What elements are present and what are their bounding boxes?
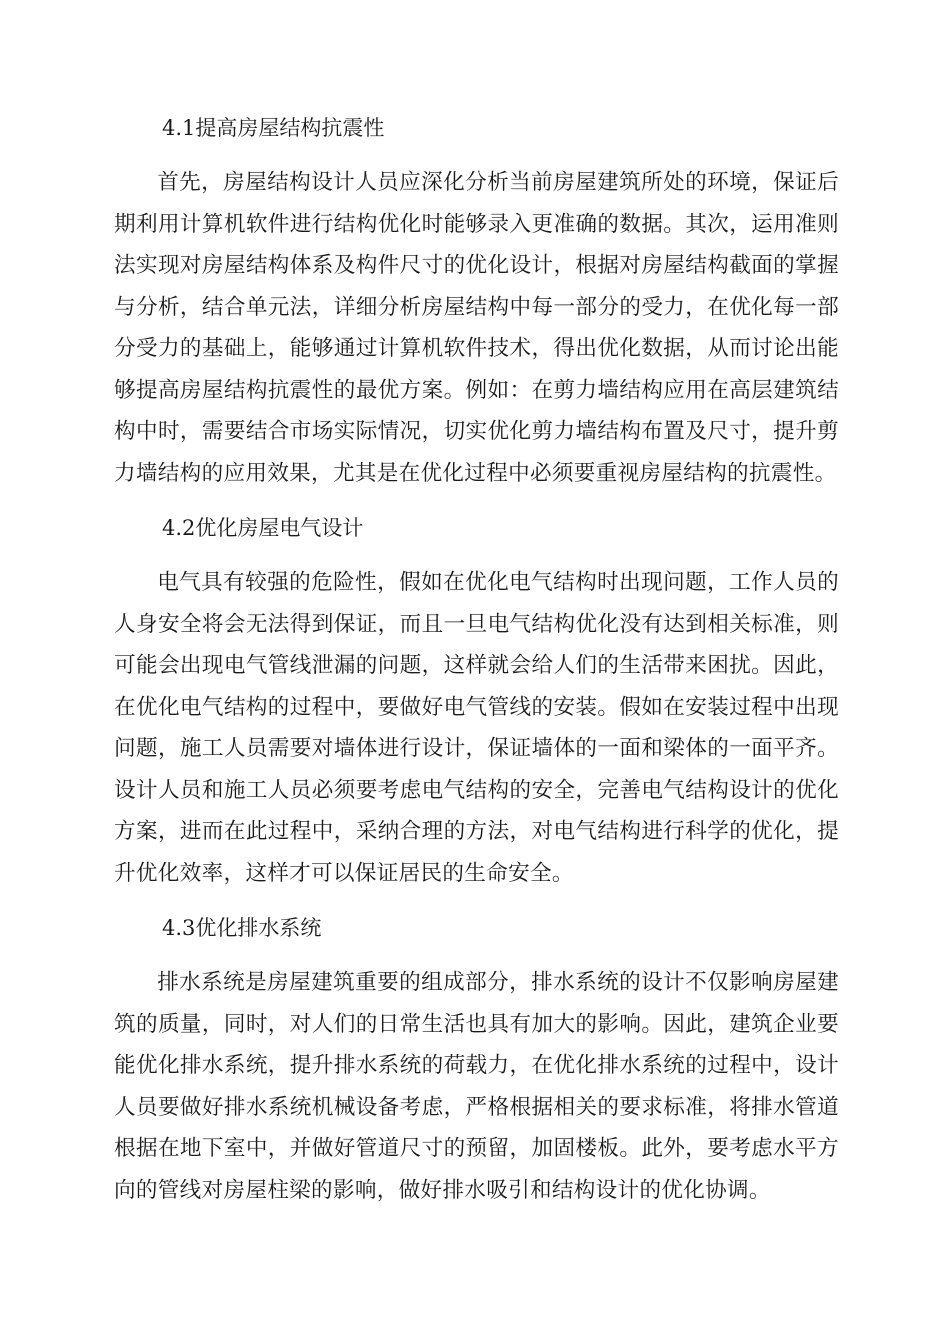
- section-paragraph: 首先，房屋结构设计人员应深化分析当前房屋建筑所处的环境，保证后期利用计算机软件进行结构优化时能够录入更准确的数据。其次，运用准则法实现对房屋结构体系及构件尺寸的优化设计，根据对房屋结构截面的掌握与分析，结合单元法，详细分析房屋结构中每一部分的受力，在优化每一部分受力的基础上，能够通过计算机软件技术，得出优化数据，从而讨论出能够提高房屋结构抗震性的最优方案。例如：在剪力墙结构应用在高层建筑结构中时，需要结合市场实际情况，切实优化剪力墙结构布置及尺寸，提升剪力墙结构的应用效果，尤其是在优化过程中必须要重视房屋结构的抗震性。: [114, 170, 839, 486]
- section-4-2: [114, 508, 839, 894]
- section-4-3: [114, 908, 839, 1211]
- section-4-1: [114, 108, 839, 494]
- document-body: [114, 108, 839, 1225]
- section-heading: 4.1提高房屋结构抗震性: [162, 116, 385, 140]
- section-heading: 4.3优化排水系统: [162, 916, 322, 940]
- section-heading: 4.2优化房屋电气设计: [162, 516, 364, 540]
- section-paragraph: 排水系统是房屋建筑重要的组成部分，排水系统的设计不仅影响房屋建筑的质量，同时，对人们的日常生活也具有加大的影响。因此，建筑企业要能优化排水系统，提升排水系统的荷载力，在优化排水系统的过程中，设计人员要做好排水系统机械设备考虑，严格根据相关的要求标准，将排水管道根据在地下室中，并做好管道尺寸的预留，加固楼板。此外，要考虑水平方向的管线对房屋柱梁的影响，做好排水吸引和结构设计的优化协调。: [114, 970, 839, 1203]
- section-paragraph: 电气具有较强的危险性，假如在优化电气结构时出现问题，工作人员的人身安全将会无法得到保证，而且一旦电气结构优化没有达到相关标准，则可能会出现电气管线泄漏的问题，这样就会给人们的生活带来困扰。因此，在优化电气结构的过程中，要做好电气管线的安装。假如在安装过程中出现问题，施工人员需要对墙体进行设计，保证墙体的一面和梁体的一面平齐。设计人员和施工人员必须要考虑电气结构的安全，完善电气结构设计的优化方案，进而在此过程中，采纳合理的方法，对电气结构进行科学的优化，提升优化效率，这样才可以保证居民的生命安全。: [114, 570, 839, 886]
